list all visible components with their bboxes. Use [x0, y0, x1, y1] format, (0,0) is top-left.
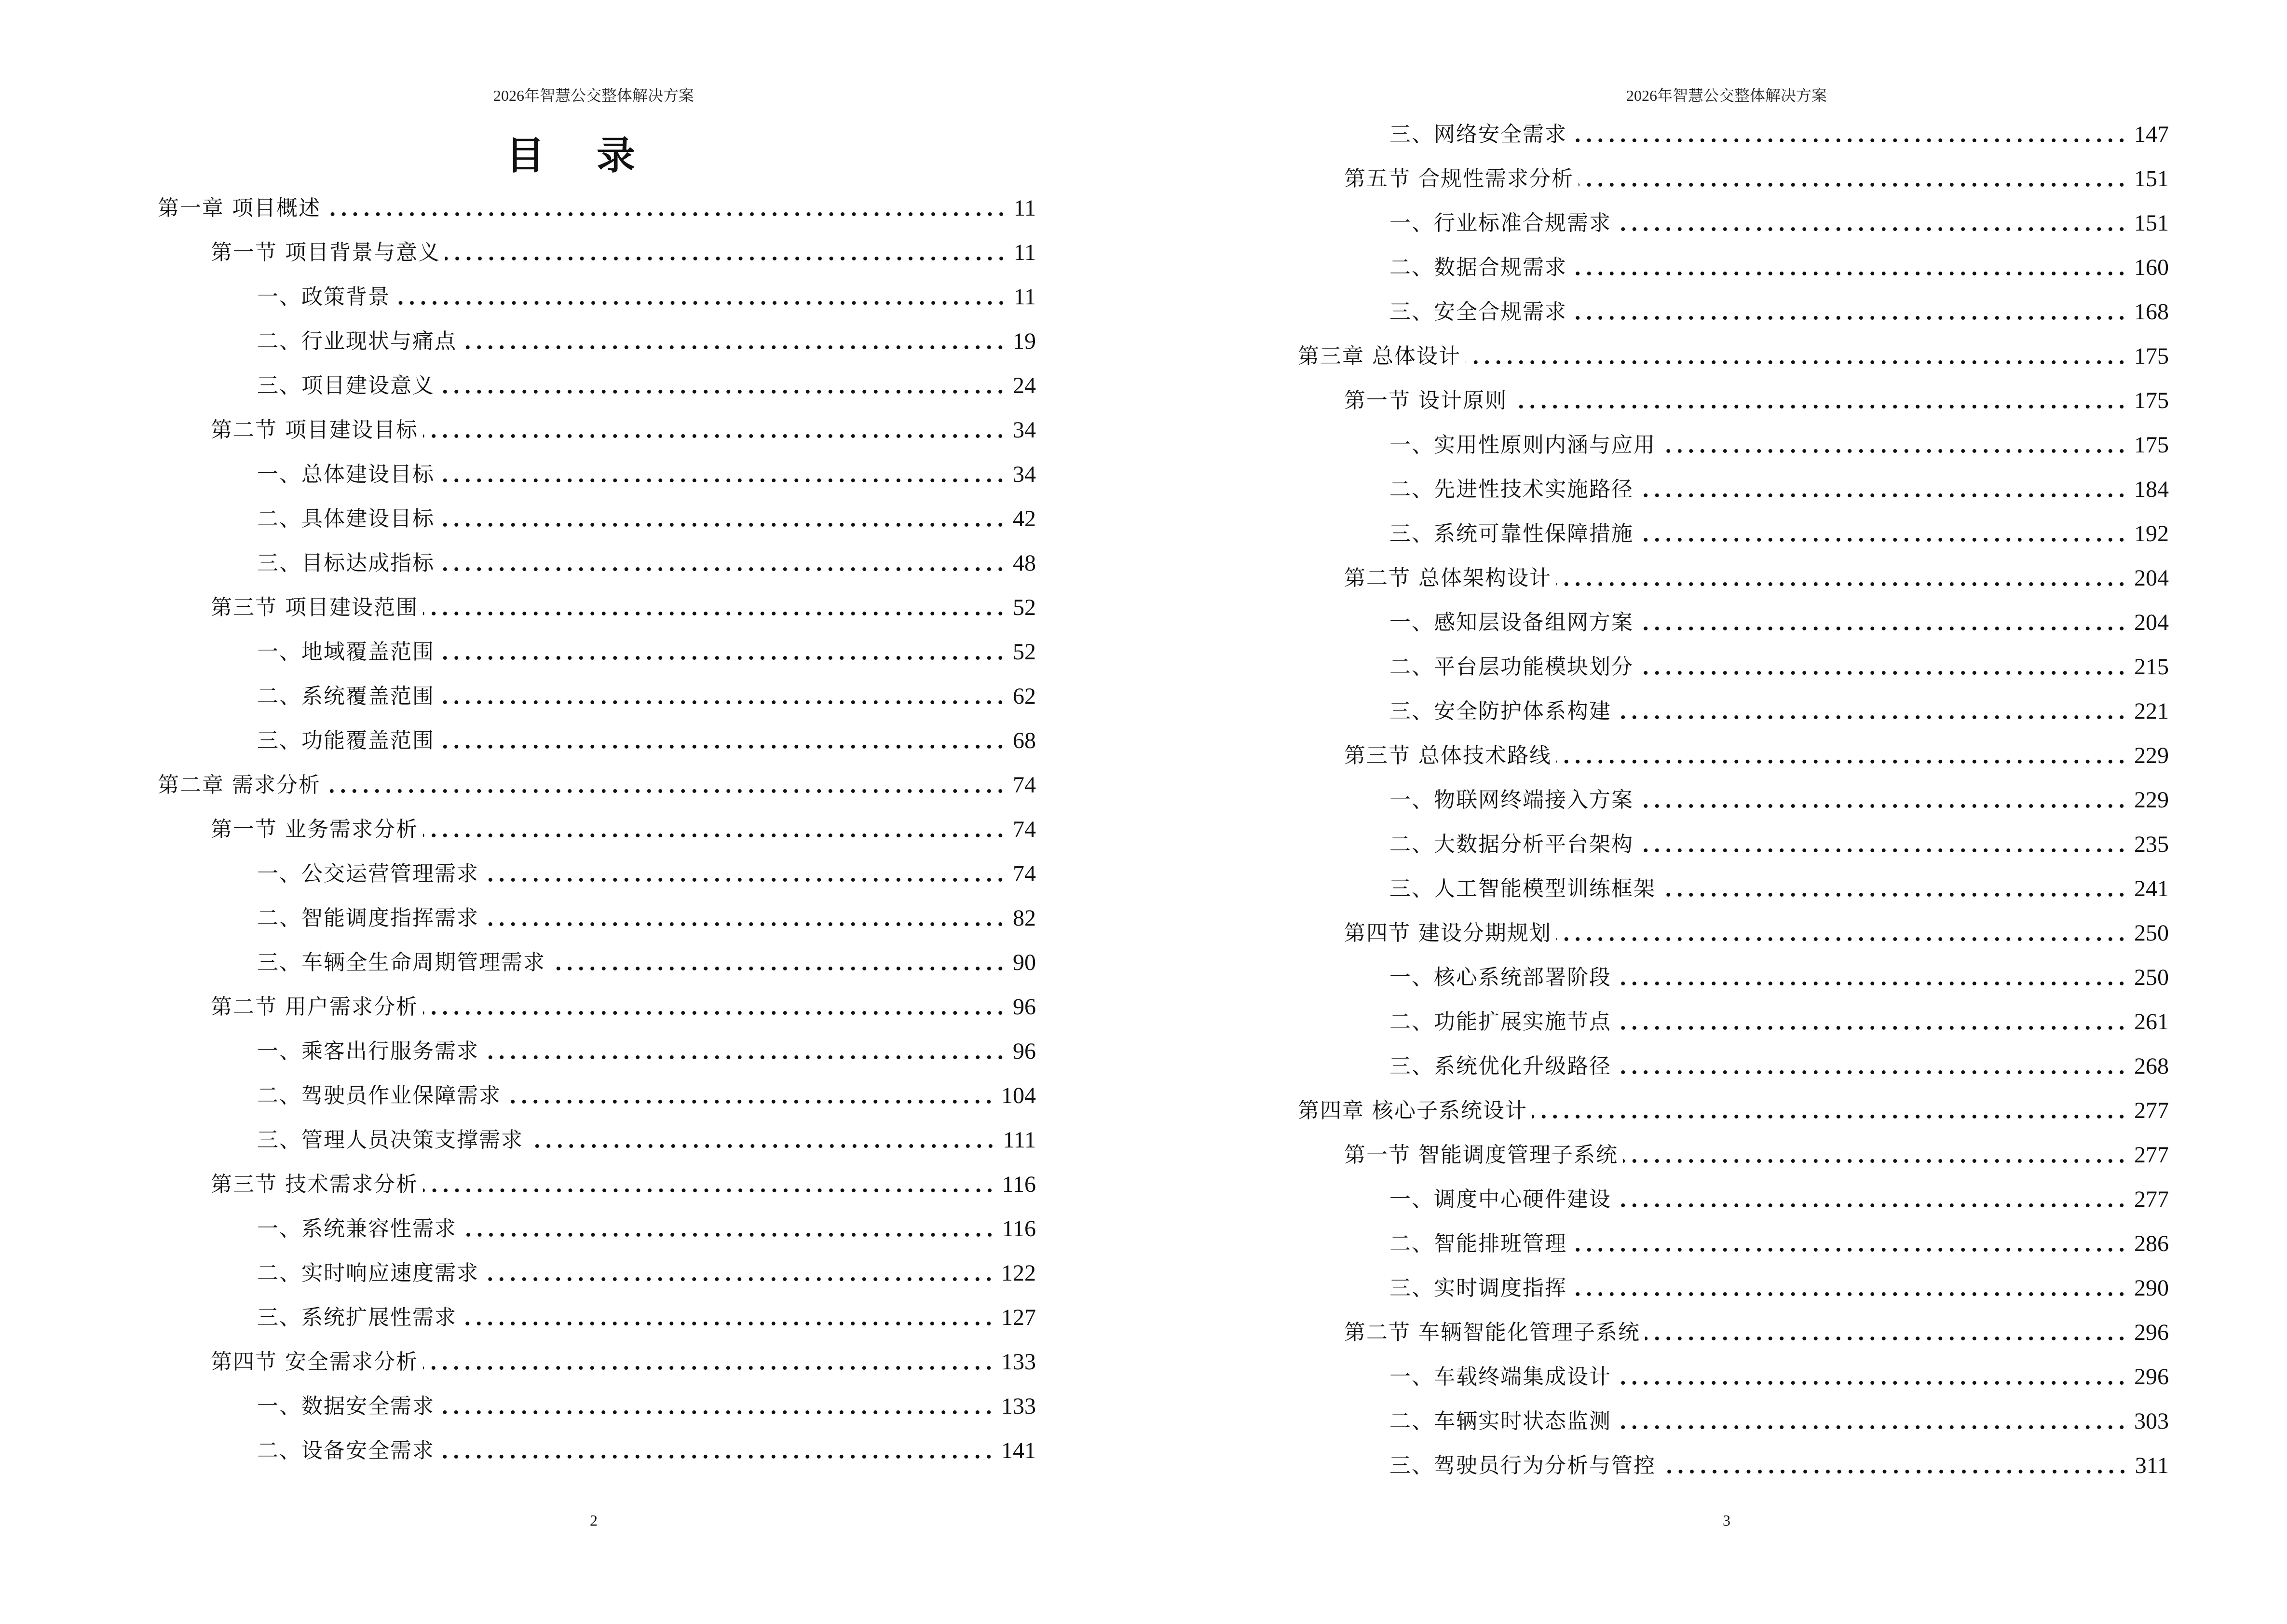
- toc-entry-page-number: 11: [1013, 284, 1036, 310]
- toc-entry-title: 第四节 安全需求分析: [211, 1350, 418, 1374]
- toc-entry-page-number: 141: [1001, 1438, 1036, 1463]
- toc-entry-page-number: 24: [1013, 373, 1036, 398]
- dot-leader: [462, 1233, 995, 1237]
- toc-entry[interactable]: [1389, 431, 2169, 460]
- toc-entry-page-number: 82: [1013, 905, 1036, 931]
- toc-entry-page-number: 74: [1013, 861, 1036, 887]
- toc-entry[interactable]: [257, 460, 1036, 489]
- dot-leader: [423, 833, 1006, 837]
- toc-entry-title: 一、行业标准合规需求: [1389, 211, 1611, 235]
- dot-leader: [1572, 1292, 2127, 1296]
- dot-leader: [462, 345, 1006, 349]
- toc-entry[interactable]: [1389, 697, 2169, 726]
- toc-entry-title: 第三节 项目建设范围: [211, 595, 418, 620]
- toc-entry-title: 第二章 需求分析: [158, 773, 321, 797]
- dot-leader: [1616, 1425, 2127, 1429]
- toc-entry[interactable]: [257, 1215, 1036, 1243]
- toc-entry-page-number: 34: [1013, 462, 1036, 487]
- toc-entry-page-number: 175: [2134, 388, 2169, 413]
- toc-entry-title: 二、功能扩展实施节点: [1389, 1010, 1611, 1034]
- toc-entry-page-number: 241: [2134, 876, 2169, 901]
- toc-entry-title: 第二节 用户需求分析: [211, 995, 418, 1019]
- toc-entry-title: 第三节 技术需求分析: [211, 1172, 418, 1197]
- toc-entry-title: 第一节 项目背景与意义: [211, 240, 440, 265]
- toc-entry[interactable]: [1344, 741, 2169, 770]
- dot-leader: [439, 656, 1006, 660]
- toc-entry-page-number: 116: [1002, 1216, 1036, 1242]
- toc-entry[interactable]: [211, 1170, 1036, 1199]
- toc-entry-title: 第三章 总体设计: [1298, 344, 1461, 368]
- dot-leader: [439, 745, 1006, 749]
- toc-entry-title: 二、智能调度指挥需求: [257, 906, 479, 930]
- toc-entry-page-number: 127: [1001, 1305, 1036, 1330]
- toc-entry-page-number: 286: [2134, 1231, 2169, 1256]
- toc-entry[interactable]: [257, 327, 1036, 356]
- toc-entry-page-number: 74: [1013, 772, 1036, 798]
- toc-entry-title: 第五节 合规性需求分析: [1344, 166, 1574, 191]
- toc-entry[interactable]: [257, 1392, 1036, 1421]
- toc-entry-title: 三、项目建设意义: [257, 373, 435, 398]
- dot-leader: [1661, 893, 2127, 897]
- toc-entry-page-number: 229: [2134, 743, 2169, 768]
- toc-entry[interactable]: [257, 505, 1036, 533]
- dot-leader: [1616, 982, 2127, 985]
- dot-leader: [484, 878, 1006, 882]
- toc-entry-page-number: 311: [2135, 1453, 2169, 1478]
- toc-entry[interactable]: [1389, 1407, 2169, 1436]
- toc-entry-page-number: 96: [1013, 1038, 1036, 1064]
- dot-leader: [439, 567, 1006, 571]
- dot-leader: [326, 789, 1006, 793]
- toc-entry-title: 二、行业现状与痛点: [257, 329, 457, 354]
- dot-leader: [1556, 937, 2127, 941]
- toc-entry[interactable]: [211, 416, 1036, 445]
- toc-entry-page-number: 261: [2134, 1009, 2169, 1035]
- toc-entry-page-number: 235: [2134, 832, 2169, 857]
- toc-entry[interactable]: [257, 1436, 1036, 1465]
- dot-leader: [1556, 582, 2127, 586]
- dot-leader: [1645, 1337, 2127, 1340]
- toc-entry-title: 第二节 总体架构设计: [1344, 566, 1552, 590]
- toc-entry[interactable]: [211, 593, 1036, 622]
- toc-entry[interactable]: [1389, 1052, 2169, 1081]
- toc-entry-page-number: 277: [2134, 1142, 2169, 1168]
- toc-entry[interactable]: [1389, 1185, 2169, 1214]
- page-number: 2: [590, 1512, 598, 1529]
- dot-leader: [1572, 272, 2127, 275]
- dot-leader: [439, 1455, 994, 1459]
- page-number: 3: [1723, 1512, 1730, 1529]
- toc-entry-title: 三、系统扩展性需求: [257, 1305, 457, 1330]
- dot-leader: [326, 212, 1007, 216]
- toc-entry[interactable]: [211, 815, 1036, 844]
- toc-entry-page-number: 250: [2134, 965, 2169, 990]
- toc-entry-page-number: 147: [2134, 122, 2169, 147]
- toc-entry-page-number: 175: [2134, 432, 2169, 458]
- toc-entry-title: 第二节 项目建设目标: [211, 418, 418, 442]
- toc-entry[interactable]: [1389, 253, 2169, 282]
- dot-leader: [1661, 1470, 2128, 1474]
- toc-entry-page-number: 250: [2134, 920, 2169, 946]
- toc-entry-page-number: 151: [2134, 166, 2169, 191]
- toc-entry[interactable]: [1298, 1096, 2169, 1125]
- dot-leader: [1616, 715, 2127, 719]
- dot-leader: [1556, 760, 2127, 764]
- toc-entry[interactable]: [1389, 874, 2169, 903]
- toc-entry-page-number: 96: [1013, 994, 1036, 1020]
- toc-entry[interactable]: [1389, 298, 2169, 327]
- toc-entry[interactable]: [257, 948, 1036, 977]
- toc-entry-page-number: 296: [2134, 1364, 2169, 1390]
- toc-entry-title: 三、驾驶员行为分析与管控: [1389, 1453, 1656, 1478]
- toc-entry-title: 第一节 设计原则: [1344, 388, 1507, 413]
- toc-entry-page-number: 215: [2134, 654, 2169, 680]
- dot-leader: [1572, 138, 2127, 142]
- toc-entry-title: 二、系统覆盖范围: [257, 684, 435, 709]
- toc-entry-title: 一、车载终端集成设计: [1389, 1365, 1611, 1389]
- dot-leader: [528, 1144, 996, 1148]
- toc-entry-title: 三、系统优化升级路径: [1389, 1054, 1611, 1078]
- toc-entry-page-number: 175: [2134, 343, 2169, 369]
- toc-entry-page-number: 204: [2134, 565, 2169, 591]
- toc-entry-title: 一、核心系统部署阶段: [1389, 965, 1611, 990]
- dot-leader: [1616, 1203, 2127, 1207]
- dot-leader: [1638, 538, 2127, 542]
- toc-entry[interactable]: [257, 638, 1036, 667]
- dot-leader: [445, 257, 1007, 260]
- toc-entry-page-number: 11: [1013, 195, 1036, 221]
- toc-entry-title: 三、功能覆盖范围: [257, 728, 435, 753]
- toc-entry-title: 一、公交运营管理需求: [257, 861, 479, 886]
- toc-entry[interactable]: [1344, 919, 2169, 948]
- toc-entry[interactable]: [1344, 386, 2169, 415]
- toc-entry-page-number: 184: [2134, 477, 2169, 502]
- toc-entry-page-number: 229: [2134, 787, 2169, 813]
- toc-entry-page-number: 48: [1013, 550, 1036, 576]
- dot-leader: [1638, 493, 2127, 497]
- toc-entry[interactable]: [1389, 120, 2169, 149]
- toc-entry-page-number: 192: [2134, 521, 2169, 546]
- toc-entry-page-number: 42: [1013, 506, 1036, 532]
- dot-leader: [1616, 1070, 2127, 1074]
- toc-entry-page-number: 133: [1001, 1349, 1036, 1375]
- dot-leader: [484, 922, 1006, 926]
- toc-entry[interactable]: [1389, 209, 2169, 238]
- dot-leader: [1638, 627, 2127, 630]
- toc-entry-page-number: 74: [1013, 817, 1036, 842]
- dot-leader: [423, 1366, 994, 1370]
- toc-entry-page-number: 11: [1013, 240, 1036, 265]
- dot-leader: [439, 478, 1006, 482]
- toc-entry-page-number: 68: [1013, 728, 1036, 753]
- toc-entry[interactable]: [1298, 342, 2169, 371]
- toc-entry[interactable]: [257, 1303, 1036, 1332]
- dot-leader: [1532, 1115, 2127, 1119]
- toc-entry-title: 二、大数据分析平台架构: [1389, 832, 1634, 857]
- toc-entry[interactable]: [1389, 786, 2169, 815]
- dot-leader: [439, 390, 1006, 394]
- toc-entry[interactable]: [1344, 164, 2169, 193]
- toc-entry-title: 二、车辆实时状态监测: [1389, 1409, 1611, 1433]
- toc-entry-page-number: 52: [1013, 639, 1036, 665]
- toc-entry-title: 三、管理人员决策支撑需求: [257, 1128, 523, 1152]
- toc-entry-page-number: 90: [1013, 950, 1036, 975]
- toc-entry-title: 一、数据安全需求: [257, 1394, 435, 1419]
- toc-entry-title: 一、物联网终端接入方案: [1389, 788, 1634, 812]
- toc-entry[interactable]: [1344, 564, 2169, 593]
- dot-leader: [423, 434, 1006, 438]
- toc-entry-title: 一、感知层设备组网方案: [1389, 610, 1634, 635]
- toc-entry-title: 三、目标达成指标: [257, 551, 435, 575]
- toc-entry[interactable]: [257, 860, 1036, 888]
- toc-entry[interactable]: [257, 726, 1036, 755]
- dot-leader: [1579, 183, 2127, 187]
- toc-entry[interactable]: [1344, 1318, 2169, 1347]
- toc-entry-title: 第一节 智能调度管理子系统: [1344, 1143, 1618, 1167]
- toc-entry[interactable]: [1389, 519, 2169, 548]
- toc-entry[interactable]: [158, 194, 1036, 223]
- toc-entry-title: 第一章 项目概述: [158, 196, 321, 220]
- toc-entry-page-number: 52: [1013, 595, 1036, 620]
- toc-entry-page-number: 168: [2134, 299, 2169, 325]
- toc-entry-page-number: 160: [2134, 255, 2169, 280]
- toc-entry[interactable]: [257, 1081, 1036, 1110]
- toc-entry[interactable]: [257, 1037, 1036, 1066]
- toc-entry-title: 三、网络安全需求: [1389, 122, 1567, 147]
- toc-entry[interactable]: [257, 549, 1036, 578]
- toc-entry-title: 一、调度中心硬件建设: [1389, 1187, 1611, 1212]
- dot-leader: [439, 523, 1006, 527]
- toc-entry-title: 一、系统兼容性需求: [257, 1216, 457, 1241]
- dot-leader: [550, 967, 1006, 970]
- dot-leader: [1572, 1248, 2127, 1252]
- toc-entry[interactable]: [211, 1348, 1036, 1377]
- toc-entry-page-number: 34: [1013, 417, 1036, 443]
- toc-entry[interactable]: [257, 682, 1036, 711]
- toc-entry[interactable]: [257, 283, 1036, 312]
- dot-leader: [439, 1410, 994, 1414]
- toc-entry[interactable]: [1344, 1141, 2169, 1170]
- toc-entry-title: 二、数据合规需求: [1389, 255, 1567, 280]
- dot-leader: [1661, 449, 2127, 453]
- dot-leader: [1512, 405, 2127, 409]
- toc-entry-page-number: 303: [2134, 1408, 2169, 1434]
- toc-entry-page-number: 19: [1013, 328, 1036, 354]
- dot-leader: [1623, 1159, 2127, 1163]
- toc-entry-title: 一、总体建设目标: [257, 462, 435, 487]
- toc-entry[interactable]: [211, 238, 1036, 267]
- toc-entry-page-number: 111: [1003, 1127, 1036, 1153]
- dot-leader: [1638, 671, 2127, 675]
- toc-entry[interactable]: [257, 904, 1036, 933]
- toc-entry[interactable]: [158, 771, 1036, 800]
- toc-entry-title: 三、实时调度指挥: [1389, 1276, 1567, 1300]
- toc-title: 目 录: [506, 133, 654, 178]
- toc-entry[interactable]: [1389, 475, 2169, 504]
- toc-entry[interactable]: [1389, 963, 2169, 992]
- toc-entry-page-number: 122: [1001, 1260, 1036, 1286]
- toc-entry-page-number: 277: [2134, 1098, 2169, 1123]
- toc-entry-page-number: 290: [2134, 1275, 2169, 1301]
- toc-entry-title: 第四节 建设分期规划: [1344, 921, 1552, 945]
- dot-leader: [439, 700, 1006, 704]
- toc-entry[interactable]: [257, 1126, 1036, 1155]
- toc-entry-title: 一、地域覆盖范围: [257, 640, 435, 664]
- toc-entry-title: 三、人工智能模型训练框架: [1389, 876, 1656, 901]
- toc-entry-title: 二、先进性技术实施路径: [1389, 477, 1634, 502]
- toc-entry-title: 第四章 核心子系统设计: [1298, 1098, 1527, 1123]
- dot-leader: [1638, 804, 2127, 808]
- dot-leader: [484, 1277, 994, 1281]
- toc-entry-page-number: 116: [1002, 1172, 1036, 1197]
- toc-entry[interactable]: [1389, 830, 2169, 859]
- toc-entry-page-number: 151: [2134, 210, 2169, 236]
- toc-entry[interactable]: [1389, 653, 2169, 682]
- toc-entry-title: 第一节 业务需求分析: [211, 817, 418, 842]
- toc-entry-page-number: 277: [2134, 1187, 2169, 1212]
- toc-entry-title: 第三节 总体技术路线: [1344, 743, 1552, 768]
- running-header: 2026年智慧公交整体解决方案: [493, 87, 694, 104]
- dot-leader: [484, 1055, 1006, 1059]
- toc-entry-title: 三、安全合规需求: [1389, 300, 1567, 324]
- toc-entry[interactable]: [211, 993, 1036, 1022]
- toc-entry-title: 二、实时响应速度需求: [257, 1261, 479, 1285]
- toc-entry[interactable]: [257, 1259, 1036, 1288]
- dot-leader: [506, 1100, 994, 1104]
- toc-entry-title: 一、政策背景: [257, 285, 390, 309]
- toc-entry-title: 二、平台层功能模块划分: [1389, 655, 1634, 679]
- toc-entry-page-number: 221: [2134, 698, 2169, 724]
- toc-entry[interactable]: [1389, 1451, 2169, 1480]
- dot-leader: [395, 301, 1007, 305]
- toc-entry-title: 三、车辆全生命周期管理需求: [257, 950, 545, 975]
- toc-entry-page-number: 133: [1001, 1393, 1036, 1419]
- toc-entry-title: 三、系统可靠性保障措施: [1389, 521, 1634, 546]
- toc-entry-page-number: 296: [2134, 1320, 2169, 1345]
- toc-entry-page-number: 268: [2134, 1053, 2169, 1079]
- dot-leader: [1616, 1381, 2127, 1385]
- dot-leader: [423, 612, 1006, 615]
- toc-entry-title: 一、乘客出行服务需求: [257, 1039, 479, 1064]
- toc-entry-page-number: 104: [1001, 1083, 1036, 1108]
- toc-entry[interactable]: [1389, 1274, 2169, 1303]
- toc-entry-page-number: 62: [1013, 683, 1036, 709]
- dot-leader: [423, 1188, 995, 1192]
- dot-leader: [1466, 360, 2127, 364]
- toc-entry-title: 二、设备安全需求: [257, 1438, 435, 1463]
- toc-entry-title: 三、安全防护体系构建: [1389, 699, 1611, 723]
- toc-entry-title: 二、智能排班管理: [1389, 1231, 1567, 1256]
- toc-entry[interactable]: [1389, 608, 2169, 637]
- toc-entry-title: 二、具体建设目标: [257, 506, 435, 531]
- dot-leader: [1616, 1026, 2127, 1030]
- toc-entry-title: 一、实用性原则内涵与应用: [1389, 433, 1656, 457]
- dot-leader: [1572, 316, 2127, 320]
- toc-entry-title: 第二节 车辆智能化管理子系统: [1344, 1320, 1640, 1345]
- running-header: 2026年智慧公交整体解决方案: [1626, 87, 1827, 104]
- dot-leader: [1616, 227, 2127, 231]
- toc-entry[interactable]: [1389, 1229, 2169, 1258]
- toc-entry-title: 二、驾驶员作业保障需求: [257, 1083, 501, 1108]
- dot-leader: [1638, 848, 2127, 852]
- toc-page-right: [1144, 0, 2287, 1624]
- dot-leader: [462, 1322, 994, 1325]
- toc-entry[interactable]: [1389, 1363, 2169, 1392]
- toc-entry-page-number: 204: [2134, 610, 2169, 635]
- dot-leader: [423, 1011, 1006, 1015]
- toc-entry[interactable]: [1389, 1008, 2169, 1037]
- toc-entry[interactable]: [257, 371, 1036, 400]
